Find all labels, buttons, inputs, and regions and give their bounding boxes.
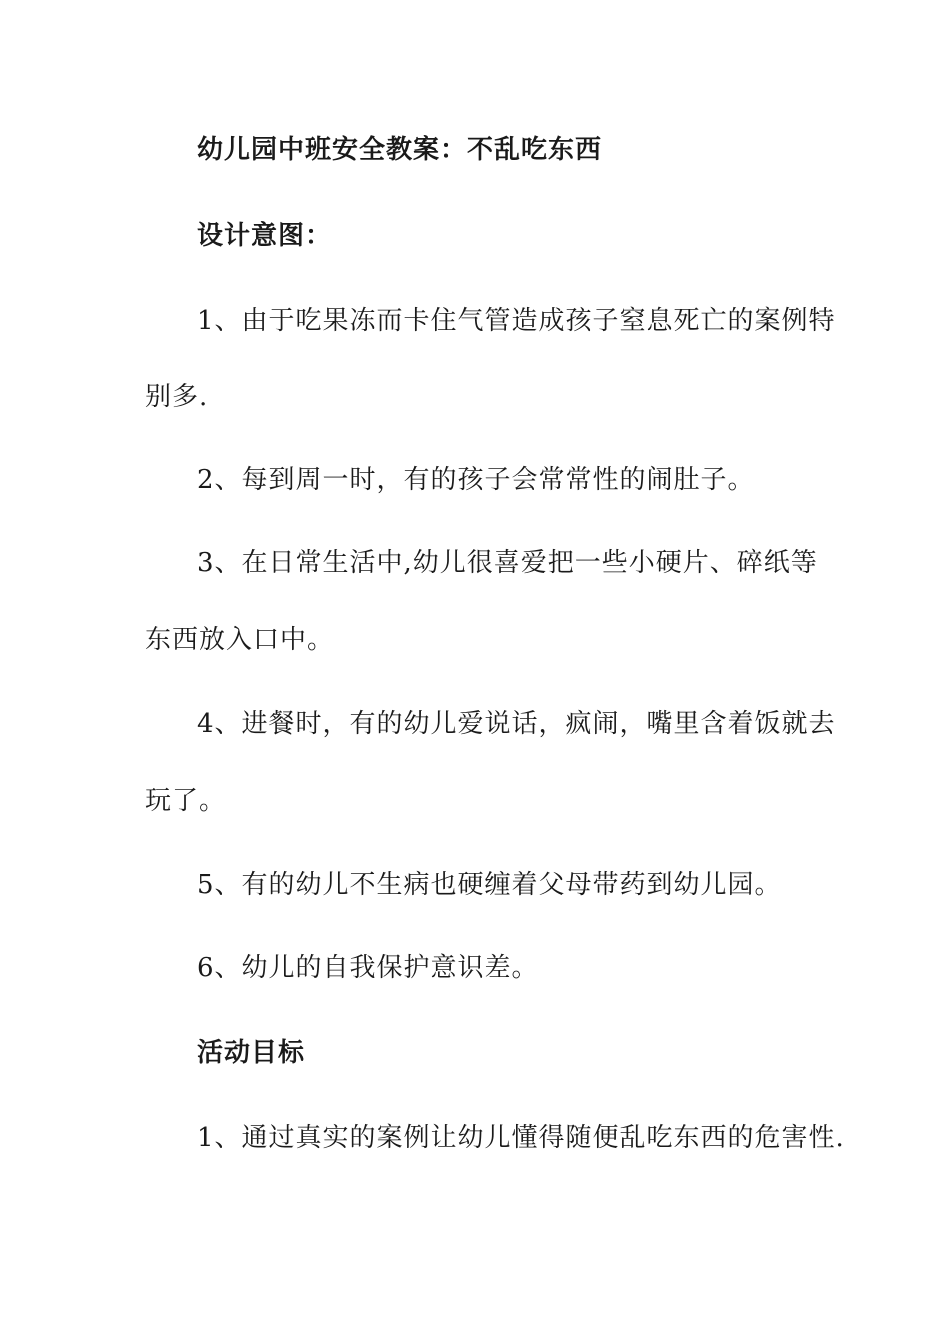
design-intent-item-3: 3、在日常生活中,幼儿很喜爱把一些小硬片、碎纸等 <box>197 548 818 578</box>
design-intent-item-1-continued: 别多. <box>145 382 209 412</box>
design-intent-heading: 设计意图： <box>197 221 333 251</box>
design-intent-item-1: 1、由于吃果冻而卡住气管造成孩子窒息死亡的案例特 <box>197 306 836 336</box>
design-intent-item-4: 4、进餐时，有的幼儿爱说话，疯闹，嘴里含着饭就去 <box>197 709 836 739</box>
document-title: 幼儿园中班安全教案：不乱吃东西 <box>197 135 603 165</box>
design-intent-item-5: 5、有的幼儿不生病也硬缠着父母带药到幼儿园。 <box>197 870 782 900</box>
activity-goal-item-1: 1、通过真实的案例让幼儿懂得随便乱吃东西的危害性. <box>197 1123 845 1153</box>
design-intent-item-4-continued: 玩了。 <box>145 786 227 816</box>
design-intent-item-6: 6、幼儿的自我保护意识差。 <box>197 953 539 983</box>
activity-goals-heading: 活动目标 <box>197 1038 306 1068</box>
design-intent-item-3-continued: 东西放入口中。 <box>145 625 335 655</box>
design-intent-item-2: 2、每到周一时，有的孩子会常常性的闹肚子。 <box>197 465 755 495</box>
